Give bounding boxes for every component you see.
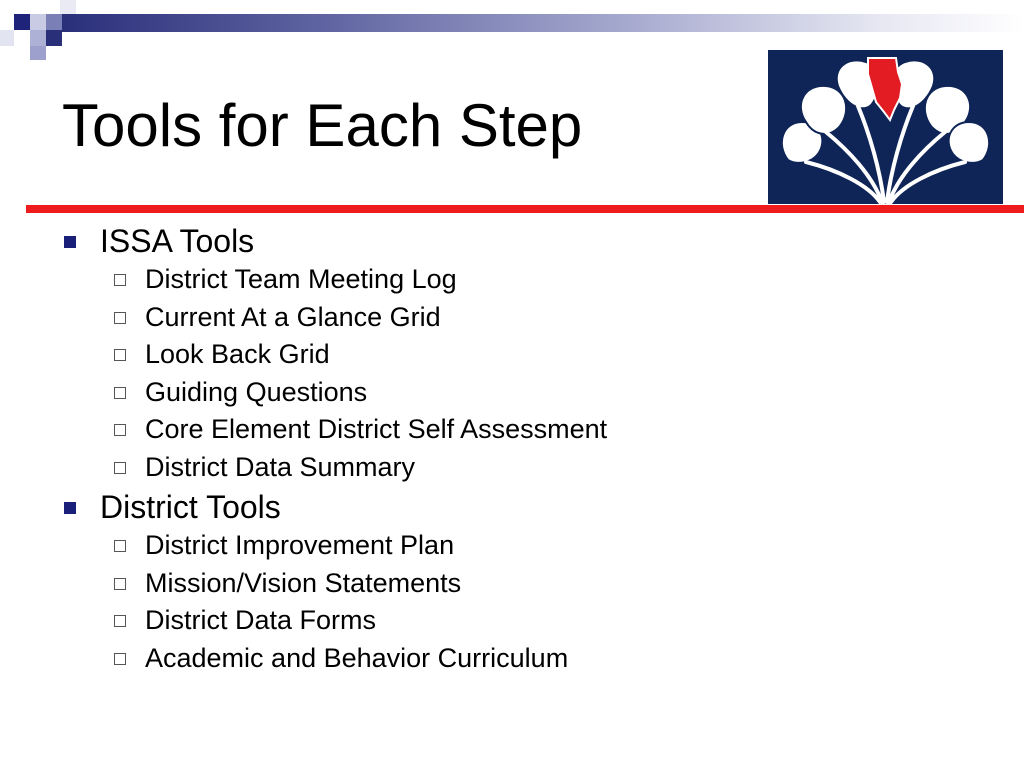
illinois-state-fountain-logo-icon — [768, 50, 1003, 204]
list-item — [62, 565, 1002, 603]
title-divider — [26, 205, 1024, 213]
section-issa-tools — [62, 222, 1002, 260]
decor-square — [14, 14, 30, 30]
list-item — [62, 261, 1002, 299]
hollow-square-bullet-icon — [114, 578, 126, 590]
list-item-label: Core Element District Self Assessment — [145, 414, 608, 444]
hollow-square-bullet-icon — [114, 387, 126, 399]
decor-square — [30, 30, 46, 46]
list-item-label: Guiding Questions — [145, 376, 368, 407]
list-item-label: Academic and Behavior Curriculum — [145, 642, 569, 673]
list-item — [62, 336, 1002, 374]
list-item-label: District Team Meeting Log — [145, 264, 457, 294]
hollow-square-bullet-icon — [114, 615, 126, 627]
hollow-square-bullet-icon — [114, 653, 126, 665]
decor-square — [60, 0, 76, 14]
section-label: District Tools — [100, 489, 281, 525]
bullet-content — [62, 222, 1002, 677]
hollow-square-bullet-icon — [114, 349, 126, 361]
hollow-square-bullet-icon — [114, 274, 126, 286]
square-bullet-icon — [64, 502, 76, 514]
list-item-label: Mission/Vision Statements — [145, 567, 462, 598]
list-item — [62, 411, 1002, 449]
hollow-square-bullet-icon — [114, 462, 126, 474]
hollow-square-bullet-icon — [114, 540, 126, 552]
list-item — [62, 602, 1002, 640]
header-gradient-bar — [60, 14, 1024, 32]
square-bullet-icon — [64, 236, 76, 248]
list-item-label: Look Back Grid — [145, 339, 330, 369]
decor-square — [0, 30, 14, 46]
decor-square — [46, 30, 62, 46]
decor-square — [30, 14, 46, 30]
list-item — [62, 374, 1002, 412]
list-item — [62, 640, 1002, 678]
list-item-label: Current At a Glance Grid — [145, 301, 441, 332]
section-label: ISSA Tools — [100, 223, 255, 259]
list-item — [62, 449, 1002, 487]
list-item-label: District Data Summary — [145, 451, 416, 482]
decor-square — [46, 14, 62, 30]
list-item-label: District Data Forms — [145, 605, 377, 635]
list-item — [62, 299, 1002, 337]
slide-title: Tools for Each Step — [62, 92, 583, 159]
hollow-square-bullet-icon — [114, 312, 126, 324]
section-district-tools — [62, 488, 1002, 526]
decor-square — [30, 46, 46, 60]
hollow-square-bullet-icon — [114, 424, 126, 436]
list-item — [62, 527, 1002, 565]
list-item-label: District Improvement Plan — [145, 530, 455, 560]
